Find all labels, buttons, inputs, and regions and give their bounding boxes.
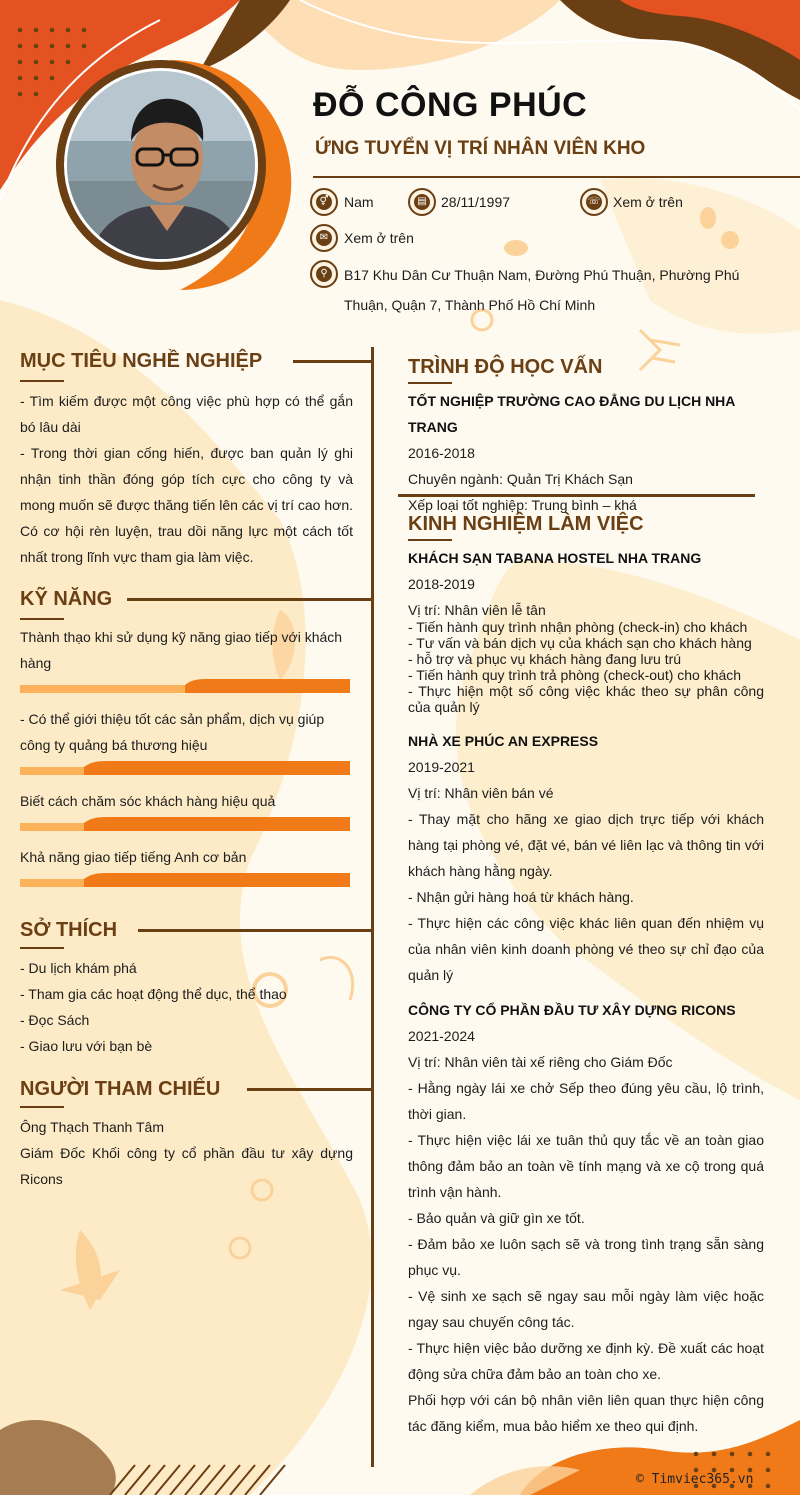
watermark: © Timviec365.vn (636, 1472, 754, 1487)
references-title-rule (247, 1088, 373, 1091)
objective-title-rule (293, 360, 373, 363)
education-underline (408, 382, 452, 384)
references-underline (20, 1106, 64, 1108)
column-divider (371, 347, 374, 1467)
job-company: CÔNG TY CỔ PHẦN ĐẦU TƯ XÂY DỰNG RICONS (408, 1002, 736, 1018)
education-school: TỐT NGHIỆP TRƯỜNG CAO ĐẲNG DU LỊCH NHA TRANG (408, 393, 735, 435)
experience-job (408, 997, 764, 1439)
candidate-name: ĐỖ CÔNG PHÚC (313, 86, 588, 124)
skill-item (20, 844, 350, 870)
objective-underline (20, 380, 64, 382)
address (344, 260, 764, 320)
reference-role: Giám Đốc Khối công ty cổ phần đầu tư xây dựng Ricons (20, 1145, 353, 1187)
avatar-photo (67, 71, 258, 262)
job-years: 2021-2024 (408, 1028, 475, 1044)
avatar-ring (56, 60, 266, 270)
hobbies-title: SỞ THÍCH (20, 919, 118, 941)
skill-label: Biết cách chăm sóc khách hàng hiệu quả (20, 793, 276, 809)
hobbies-title-rule (138, 929, 373, 932)
avatar (64, 68, 258, 262)
gender-icon: ⚥ (310, 188, 338, 216)
education-bottom-rule (398, 494, 755, 497)
job-duty: - Nhận gửi hàng hoá từ khách hàng. (408, 889, 634, 905)
skill-level-bar (20, 761, 350, 775)
reference-name: Ông Thạch Thanh Tâm (20, 1119, 164, 1135)
hobby-item: - Giao lưu với bạn bè (20, 1038, 153, 1054)
job-duty: - Thực hiện việc bảo dưỡng xe định kỳ. Đề xuất các hoạt động sửa chữa đảm bảo an toàn cho xe. (408, 1340, 764, 1382)
job-duty: - Thay mặt cho hãng xe giao dịch trực tiếp với khách hàng tại phòng vé, đặt vé, bán vé liên lạc và thông tin với khách hàng hằng ngày. (408, 811, 764, 879)
education-block (408, 388, 764, 518)
skill-item (20, 788, 350, 814)
skills-underline (20, 618, 64, 620)
objective-title: MỤC TIÊU NGHỀ NGHIỆP (20, 350, 263, 372)
skills-title-rule (127, 598, 373, 601)
objective-paragraph-2: - Trong thời gian cống hiến, được ban quản lý ghi nhận tinh thần đóng góp tích cực cho công ty và mong muốn sẽ được thăng tiến lên các vị trí cao hơn. Có cơ hội rèn luyện, trau dồi năng lực một cách tốt nhất trong lĩnh vực tham gia làm việc. (20, 445, 353, 565)
references-title: NGƯỜI THAM CHIẾU (20, 1078, 221, 1100)
job-duty: - Tư vấn và bán dịch vụ của khách sạn cho khách hàng (408, 635, 752, 651)
job-role: Vị trí: Nhân viên lễ tân (408, 602, 546, 618)
hobbies-list (20, 955, 353, 1059)
job-company: KHÁCH SẠN TABANA HOSTEL NHA TRANG (408, 550, 702, 566)
skill-item (20, 624, 350, 676)
birthday-value: 28/11/1997 (441, 194, 511, 210)
experience-job (408, 545, 764, 715)
job-years: 2018-2019 (408, 576, 475, 592)
phone-value: Xem ở trên (613, 194, 683, 210)
skill-level-bar (20, 817, 350, 831)
skills-title: KỸ NĂNG (20, 588, 113, 610)
references-text (20, 1114, 353, 1192)
job-duty: - Tiến hành quy trình nhận phòng (check-in) cho khách (408, 619, 748, 635)
experience-title: KINH NGHIỆM LÀM VIỆC (408, 513, 644, 535)
job-role: Vị trí: Nhân viên bán vé (408, 785, 554, 801)
experience-underline (408, 539, 452, 541)
job-duty: - Vệ sinh xe sạch sẽ ngay sau mỗi ngày làm việc hoặc ngay sau chuyến công tác. (408, 1288, 764, 1330)
job-duties (408, 619, 764, 715)
job-duty: - Hằng ngày lái xe chở Sếp theo đúng yêu cầu, lộ trình, thời gian. (408, 1080, 764, 1122)
phone-icon: ☏ (580, 188, 608, 216)
experience-job (408, 728, 764, 988)
education-grade: Xếp loại tốt nghiệp: Trung bình – khá (408, 497, 637, 513)
gender-value: Nam (344, 194, 374, 210)
education-major: Chuyên ngành: Quản Trị Khách Sạn (408, 471, 633, 487)
skill-label: - Có thể giới thiệu tốt các sản phẩm, dịch vụ giúp công ty quảng bá thương hiệu (20, 711, 325, 753)
objective-paragraph-1: - Tìm kiếm được một công việc phù hợp có thể gắn bó lâu dài (20, 393, 353, 435)
hobby-item: - Đọc Sách (20, 1012, 90, 1028)
hobby-item: - Tham gia các hoạt động thể dục, thể thao (20, 986, 287, 1002)
skill-item (20, 706, 350, 758)
applied-position: ỨNG TUYỂN VỊ TRÍ NHÂN VIÊN KHO (315, 138, 646, 159)
envelope-icon: ✉ (310, 224, 338, 252)
job-duty: - hỗ trợ và phục vụ khách hàng đang lưu trú (408, 651, 682, 667)
job-role: Vị trí: Nhân viên tài xế riêng cho Giám Đốc (408, 1054, 673, 1070)
calendar-icon: ▤ (408, 188, 436, 216)
skill-level-bar (20, 873, 350, 887)
job-duty: Phối hợp với cán bộ nhân viên liên quan thực hiện công tác đăng kiểm, mua bảo hiểm xe theo qui định. (408, 1392, 764, 1434)
job-duty: - Thực hiện việc lái xe tuân thủ quy tắc về an toàn giao thông đảm bảo an toàn về tính mạng và xe cộ trong quá trình vận hành. (408, 1132, 764, 1200)
skill-level-bar (20, 679, 350, 693)
address-line-2: Thuận, Quận 7, Thành Phố Hồ Chí Minh (344, 297, 596, 313)
header-divider (313, 176, 800, 178)
job-company: NHÀ XE PHÚC AN EXPRESS (408, 733, 599, 749)
job-duty: - Tiến hành quy trình trả phòng (check-out) cho khách (408, 667, 742, 683)
job-duty: - Thực hiện một số công việc khác theo sự phân công của quản lý (408, 683, 764, 715)
location-pin-icon: ⚲ (310, 260, 338, 288)
address-line-1: B17 Khu Dân Cư Thuận Nam, Đường Phú Thuận, Phường Phú (344, 267, 740, 283)
education-years: 2016-2018 (408, 445, 475, 461)
email-value: Xem ở trên (344, 230, 414, 246)
skill-label: Thành thạo khi sử dụng kỹ năng giao tiếp với khách hàng (20, 629, 343, 671)
job-duty: - Bảo quản và giữ gìn xe tốt. (408, 1210, 585, 1226)
hobbies-underline (20, 947, 64, 949)
hobby-item: - Du lịch khám phá (20, 960, 137, 976)
education-title: TRÌNH ĐỘ HỌC VẤN (408, 356, 603, 378)
skill-label: Khả năng giao tiếp tiếng Anh cơ bản (20, 849, 247, 865)
objective-text (20, 388, 353, 570)
job-duty: - Đảm bảo xe luôn sạch sẽ và trong tình trạng sẵn sàng phục vụ. (408, 1236, 764, 1278)
job-years: 2019-2021 (408, 759, 475, 775)
job-duty: - Thực hiện các công việc khác liên quan đến nhiệm vụ của nhân viên kinh doanh phòng vé theo sự chỉ đạo của quản lý (408, 915, 764, 983)
